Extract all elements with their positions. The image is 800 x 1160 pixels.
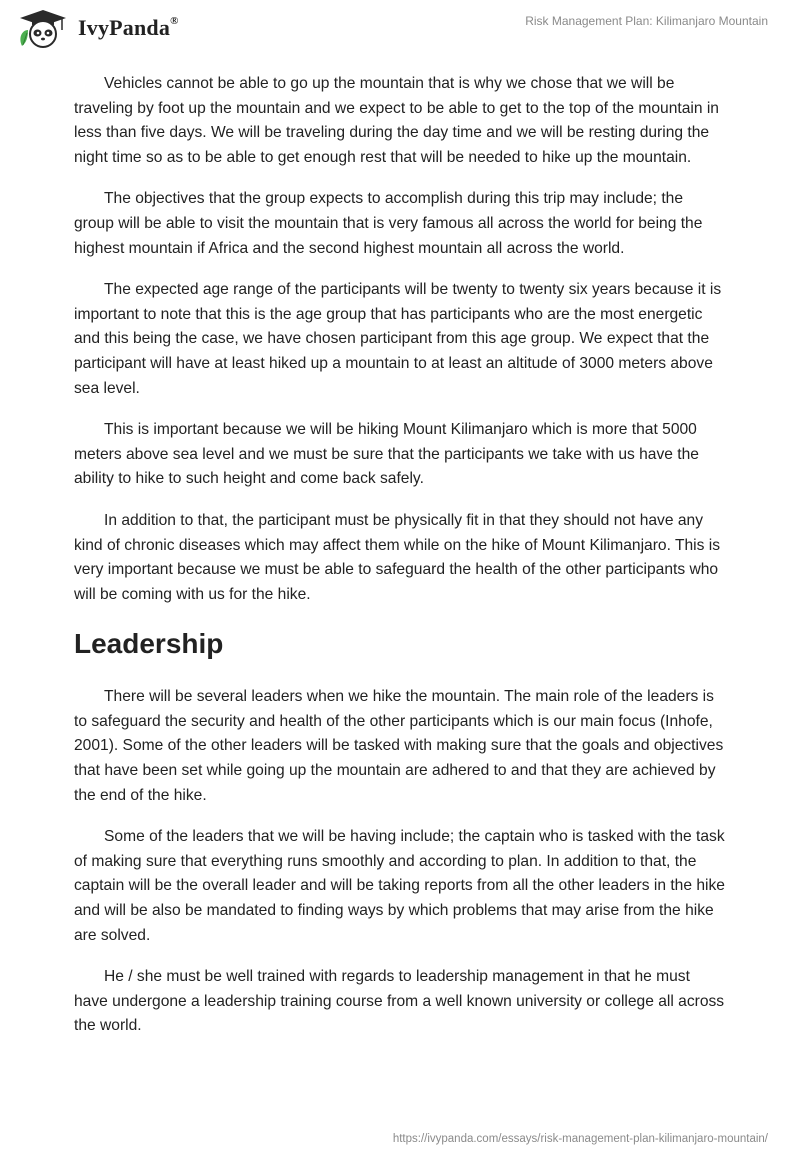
panda-logo-icon bbox=[14, 8, 72, 48]
paragraph: The objectives that the group expects to accomplish during this trip may include; the group will be able to visit the mountain that is very famous all across the world for being the highest mountain if Africa and the second highest mountain all across the world. bbox=[74, 190, 703, 257]
page-header bbox=[0, 0, 800, 64]
section-heading-leadership: Leadership bbox=[74, 628, 224, 660]
paragraph: This is important because we will be hiking Mount Kilimanjaro which is more that 5000 meters above sea level and we must be sure that the participants we take with us have the ability to hike to such height and come back safely. bbox=[74, 421, 699, 488]
paragraph: He / she must be well trained with regards to leadership management in that he must have undergone a leadership training course from a well known university or college all across the world. bbox=[74, 968, 725, 1035]
essay-body bbox=[74, 72, 726, 1056]
paragraph: The expected age range of the participants will be twenty to twenty six years because it is important to note that this is the age group that has participants who are the most energetic and this being the case, we have chosen participant from this age group. We expect that the participant will have at least hiked up a mountain to at least an altitude of 3000 meters above sea level. bbox=[74, 281, 722, 397]
paragraph: There will be several leaders when we hike the mountain. The main role of the leaders is to safeguard the security and health of the other participants which is our main focus (Inhofe, 2001). Some of the other leaders will be tasked with making sure that the goals and objectives that have been set while going up the mountain are adhered to and that they are achieved by the end of the hike. bbox=[74, 688, 724, 804]
paragraph: Vehicles cannot be able to go up the mountain that is why we chose that we will be traveling by foot up the mountain and we expect to be able to get to the top of the mountain in less than five days. We will be traveling during the day time and we will be resting during the night time so as to be able to get enough rest that will be needed to hike up the mountain. bbox=[74, 75, 719, 166]
paragraph: In addition to that, the participant must be physically fit in that they should not have any kind of chronic diseases which may affect them while on the hike of Mount Kilimanjaro. This is very important because we must be able to safeguard the health of the other participants who will be coming with us for the hike. bbox=[74, 511, 721, 603]
document-title: Risk Management Plan: Kilimanjaro Mountain bbox=[525, 14, 768, 28]
brand-name: IvyPanda® bbox=[78, 14, 179, 40]
paragraph: Some of the leaders that we will be having include; the captain who is tasked with the task of making sure that everything runs smoothly and according to plan. In addition to that, the captain will be the overall leader and will be taking reports from all the other leaders in the hike and will be also be mandated to finding ways by which problems that may arise from the hike are solved. bbox=[74, 828, 725, 944]
source-url-link[interactable]: https://ivypanda.com/essays/risk-management-plan-kilimanjaro-mountain/ bbox=[392, 1133, 768, 1145]
brand-logo-link[interactable] bbox=[14, 8, 179, 48]
